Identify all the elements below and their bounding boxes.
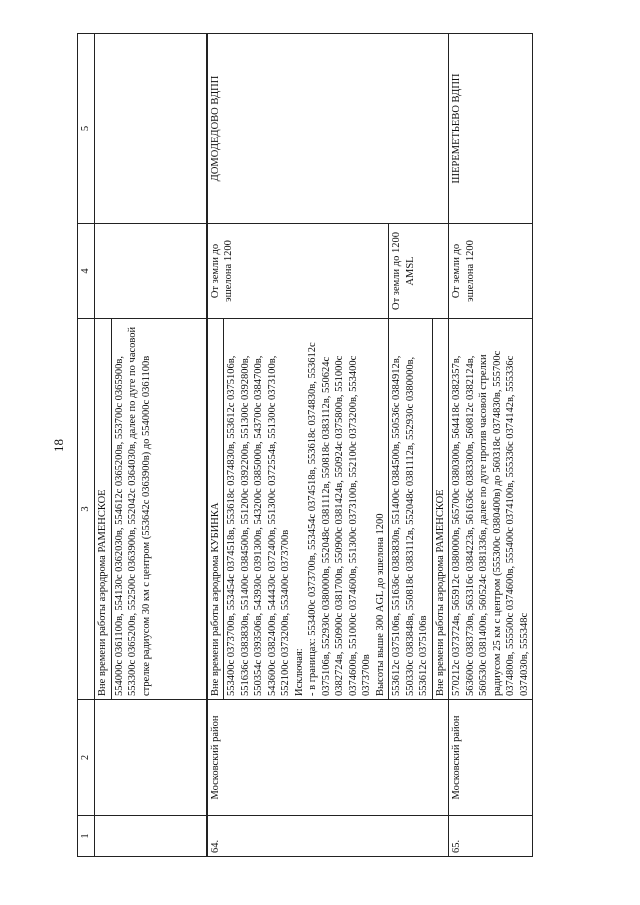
row-number: 64. <box>207 816 449 857</box>
col-header-4: 4 <box>78 224 95 319</box>
exclusion-coordinates: - в границах: 553400с 0373700в, 553454с 0374518в, 553618с 0374830в, 553612с 0375106в, 552930с 0380000в, 552048с 0381112в, 550818с 0383112в, 550624с 0382724в, 550900с 0381700в, 550900с 0381424в, 550924с 0375800в, 551000с 0374600в, 551000с 0374600в, 551300с 0373100в, 552100с 0373200в, 553400с 0373700в <box>307 342 372 696</box>
section-title: Вне времени работы аэродрома РАМЕНСКОЕ <box>95 319 112 700</box>
coordinates-text: 554000с 0361100в, 554130с 0362030в, 554612с 0365200в, 553700с 0365900в, 553300с 0365200в, 552500с 0363900в, 552042с 0364030в, далее по дуге по часовой стрелке радиусом 30 км с центром (553642с 0363900в) до 554000с 0361100в <box>113 326 152 696</box>
page-number: 18 <box>51 439 66 452</box>
altitude-cell: От земли до 1200 AMSL <box>389 224 449 319</box>
row-region: Московский район <box>449 700 533 816</box>
airspace-table <box>77 33 533 857</box>
coordinates-text: 570212с 0373724в, 565912с 0380000в, 565700с 0380300в, 564418с 0382357в, 563600с 0383730в, 563316с 0384223в, 561636с 0383300в, 560812с 0382124в, 560530с 0381400в, 560524с 0381336в, далее по дуге против часовой стрелки радиусом 25 км с центром (555300с 0380400в) до 560318с 0374830в, 555700с 0374800в, 555500с 0374600в, 555400с 0374100в, 555336с 0374142в, 555336с 0374030в, 555348с <box>451 350 530 696</box>
header-row <box>78 34 95 857</box>
authority-cell <box>95 34 207 224</box>
coordinates-cell <box>449 319 533 700</box>
col-header-2: 2 <box>78 700 95 816</box>
row-number <box>95 816 207 857</box>
coordinates-cell <box>111 319 206 700</box>
exclusion-label: Исключая: <box>293 648 305 696</box>
row-region <box>95 700 207 816</box>
coordinates-cell <box>389 319 433 700</box>
authority-cell: ДОМОДЕДОВО ВДПП <box>207 34 449 224</box>
row-number: 65. <box>449 816 533 857</box>
table-row <box>95 34 112 857</box>
altitude-cell <box>95 224 207 319</box>
table-row <box>207 34 224 857</box>
col-header-3: 3 <box>78 319 95 700</box>
table-row <box>449 34 533 857</box>
authority-cell: ШЕРЕМЕТЬЕВО ВДПП <box>449 34 533 224</box>
col-header-1: 1 <box>78 816 95 857</box>
coordinates-cell <box>224 319 389 700</box>
coordinates-text: 553400с 0373700в, 553454с 0374518в, 553618с 0374830в, 553612с 0375106в, 551636с 0383830в, 551400с 0384500в, 551200с 0392200в, 551300с 0392800в, 550354с 0393506в, 543930с 0391300в, 543200с 0385000в, 543700с 0384700в, 543600с 0382400в, 544430с 0372400в, 551300с 0372554в, 551300с 0373100в, 552100с 0373200в, 553400с 0373700в <box>226 355 291 696</box>
subsection-coordinates: 553612с 0375106в, 551636с 0383830в, 551400с 0384500в, 550536с 0384912в, 550330с 0383848в, 550818с 0383112в, 552048с 0381112в, 552930с 0380000в, 553612с 0375106в <box>391 355 429 696</box>
row-region: Московский район <box>207 700 449 816</box>
section-title: Вне времени работы аэродрома РАМЕНСКОЕ <box>432 319 449 700</box>
rotated-page-content <box>43 34 598 857</box>
section-title: Вне времени работы аэродрома КУБИНКА <box>207 319 224 700</box>
altitude-cell: От земли до эшелона 1200 <box>449 224 533 319</box>
subsection-title: Высоты выше 300 AGL до эшелона 1200 <box>374 513 386 696</box>
col-header-5: 5 <box>78 34 95 224</box>
altitude-cell: От земли до эшелона 1200 <box>207 224 389 319</box>
